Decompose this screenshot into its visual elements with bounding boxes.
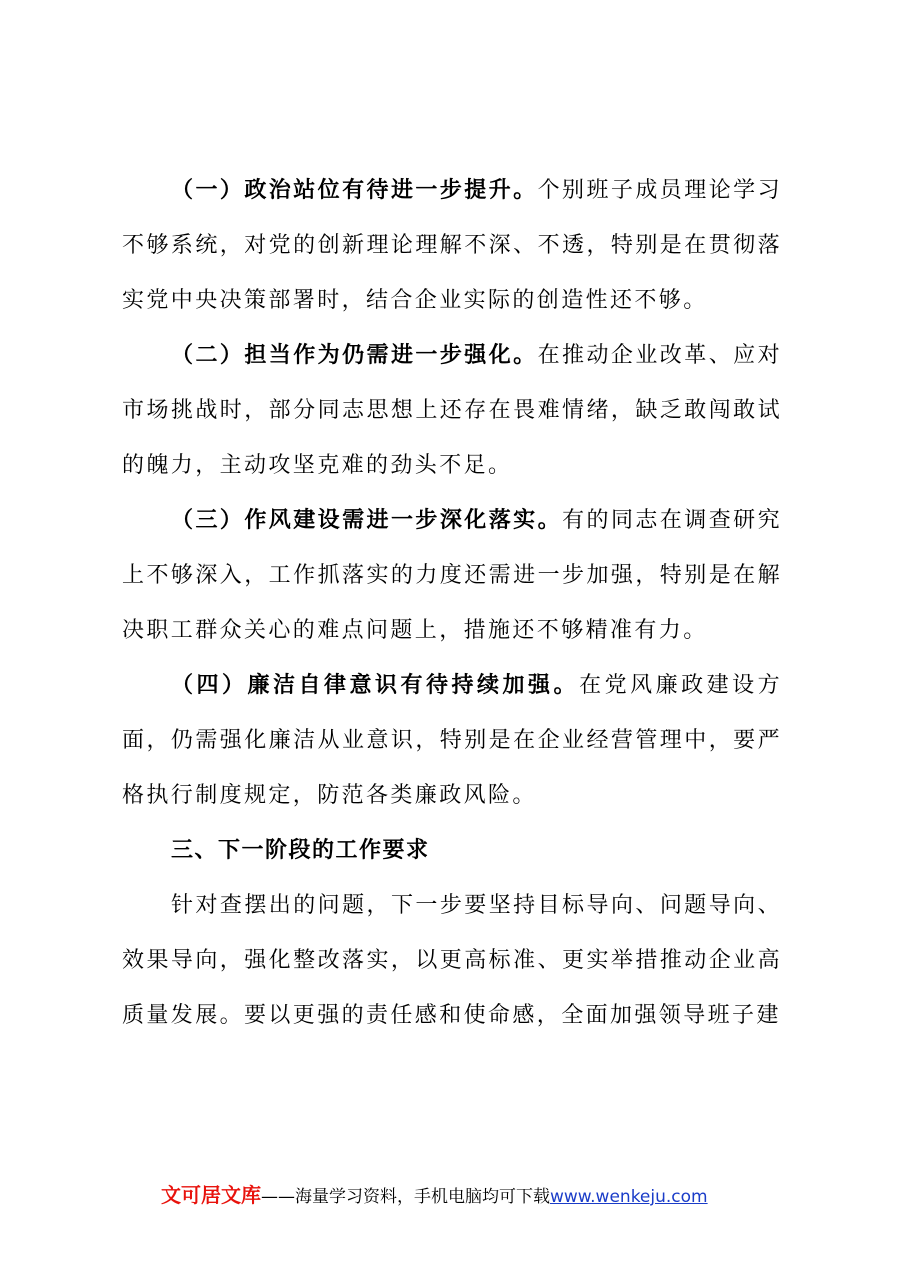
- issue-paragraph-2: [122, 328, 782, 493]
- issue-text-3: 有的同志在调查研究上不够深入，工作抓落实的力度还需进一步加强，特别是在解决职工群众关心的难点问题上，措施还不够精准有力。: [122, 508, 782, 643]
- footer-tagline: ——海量学习资料，手机电脑均可下载: [261, 1187, 550, 1207]
- footer-brand: 文可居文库: [161, 1183, 261, 1207]
- issue-paragraph-3: [122, 493, 782, 658]
- page-footer: [161, 1180, 781, 1210]
- footer-link[interactable]: www.wenkeju.com: [550, 1187, 708, 1207]
- section-heading: 三、下一阶段的工作要求: [171, 838, 430, 863]
- issue-text-1: 个别班子成员理论学习不够系统，对党的创新理论理解不深、不透，特别是在贯彻落实党中央决策部署时，结合企业实际的创造性还不够。: [122, 178, 782, 313]
- issue-heading-2: （二）担当作为仍需进一步强化。: [171, 343, 538, 368]
- issue-heading-4: （四）廉洁自律意识有待持续加强。: [171, 673, 580, 698]
- document-body: [122, 163, 782, 1043]
- issue-heading-3: （三）作风建设需进一步深化落实。: [171, 508, 563, 533]
- issue-heading-1: （一）政治站位有待进一步提升。: [171, 178, 538, 203]
- issue-paragraph-1: [122, 163, 782, 328]
- issue-paragraph-4: [122, 658, 782, 823]
- issue-text-4: 在党风廉政建设方面，仍需强化廉洁从业意识，特别是在企业经营管理中，要严格执行制度规定，防范各类廉政风险。: [122, 673, 783, 808]
- issue-text-2: 在推动企业改革、应对市场挑战时，部分同志思想上还存在畏难情绪，缺乏敢闯敢试的魄力，主动攻坚克难的劲头不足。: [122, 343, 782, 478]
- section-paragraph: 针对查摆出的问题，下一步要坚持目标导向、问题导向、效果导向，强化整改落实，以更高标准、更实举措推动企业高质量发展。要以更强的责任感和使命感，全面加强领导班子建: [122, 893, 782, 1028]
